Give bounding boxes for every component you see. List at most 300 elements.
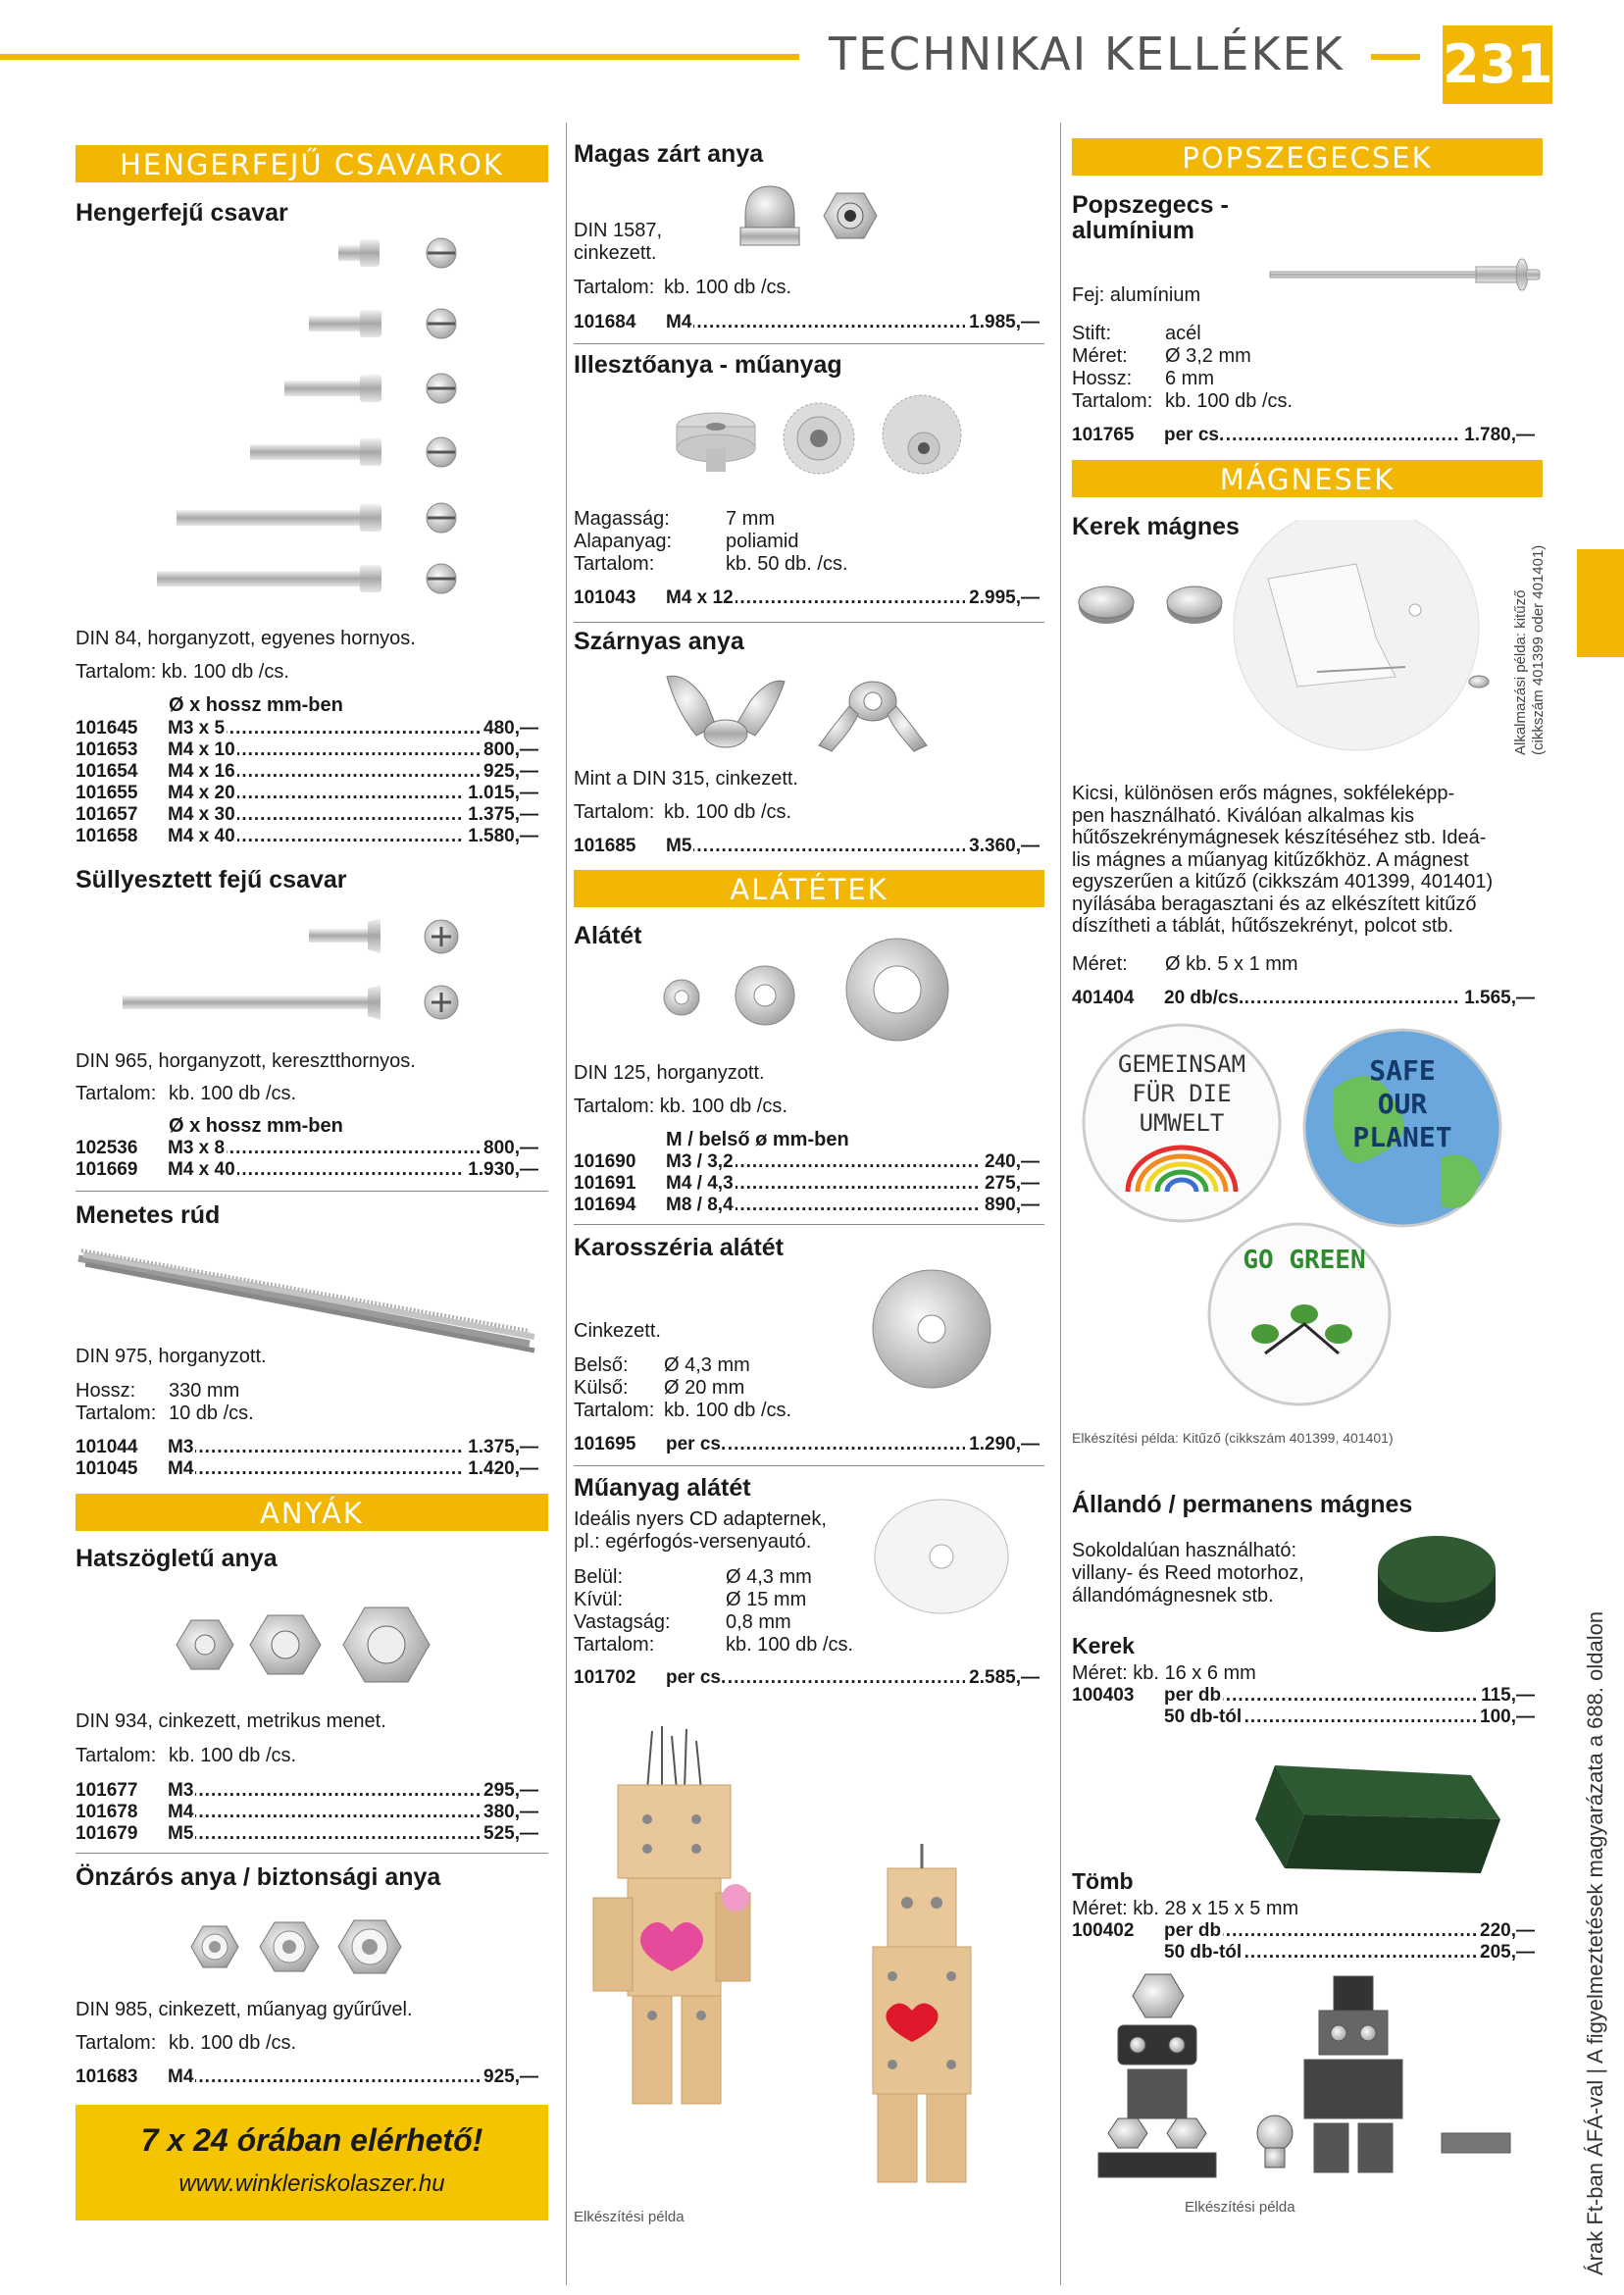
content-menetes <box>76 1402 254 1425</box>
wing-nuts-image <box>657 657 951 775</box>
desc-onzaros: DIN 985, cinkezett, műanyag gyűrűvel. <box>76 1999 413 2020</box>
spec-label: Tartalom: <box>574 1400 655 1421</box>
product-code: 101695 <box>574 1434 636 1454</box>
price-row <box>1072 1685 1535 1707</box>
content-szarnyas <box>574 801 791 824</box>
price-list-illeszto <box>574 587 1040 609</box>
hex-nuts-image <box>157 1594 481 1702</box>
product-label-text: per cs. <box>1164 425 1225 445</box>
product-label <box>168 1138 480 1159</box>
product-code: 101645 <box>76 718 138 739</box>
colhead-hengerfeju: Ø x hossz mm-ben <box>169 694 343 716</box>
product-label-text: M4 <box>168 1802 194 1822</box>
rivet-image <box>1265 255 1549 294</box>
price-row <box>76 1780 538 1802</box>
product-code: 101669 <box>76 1159 138 1180</box>
product-code: 101653 <box>76 740 138 760</box>
price-list-magas <box>574 312 1040 333</box>
spec-label: Hossz: <box>1072 368 1133 389</box>
text-line: Sokoldalúan használható: <box>1072 1540 1297 1561</box>
screws-image <box>157 226 549 647</box>
separator <box>574 343 1044 344</box>
product-label <box>666 836 965 857</box>
product-label-text: M4 <box>168 1458 194 1479</box>
product-price: 115,— <box>1481 1685 1535 1706</box>
desc-muanyag-1: Ideális nyers CD adapternek, <box>574 1508 827 1530</box>
spec-line <box>574 1634 853 1657</box>
colhead-sullyesztett: Ø x hossz mm-ben <box>169 1115 343 1137</box>
separator <box>76 1853 548 1854</box>
popszegecs-fej: Fej: alumínium <box>1072 284 1201 306</box>
title-illeszto: Illesztőanya - műanyag <box>574 351 842 379</box>
knurled-nuts-image <box>667 387 981 495</box>
header-rule-right <box>1371 54 1420 60</box>
product-label <box>666 1195 981 1216</box>
lock-nuts-image <box>177 1903 471 1991</box>
badge-3-text: GO GREEN <box>1243 1246 1366 1275</box>
content-label: Tartalom: <box>76 1402 157 1424</box>
price-row <box>574 587 1040 609</box>
price-row <box>1072 1920 1535 1942</box>
content-sullyesztett <box>76 1083 296 1105</box>
product-label <box>168 783 464 804</box>
spec-value: Ø 3,2 mm <box>1165 345 1251 367</box>
hossz-value: 330 mm <box>169 1380 240 1402</box>
product-code: 101694 <box>574 1195 636 1215</box>
product-label-text: M4 x 12 <box>666 587 734 608</box>
product-price: 2.585,— <box>969 1667 1040 1688</box>
desc-muanyag-2: pl.: egérfogós-versenyautó. <box>574 1531 812 1553</box>
title-allando-kerek: Kerek <box>1072 1633 1135 1658</box>
product-label-text: per cs. <box>666 1434 727 1454</box>
product-price: 275,— <box>985 1173 1040 1194</box>
title-popszegecs-1: Popszegecs - <box>1072 191 1229 219</box>
product-label <box>168 1159 464 1181</box>
spec-line <box>574 1611 853 1634</box>
spec-value: Ø 4,3 mm <box>726 1566 812 1588</box>
product-label-text: M3 / 3,2 <box>666 1151 734 1172</box>
banner-alatetek: ALÁTÉTEK <box>574 870 1044 907</box>
product-label <box>168 1437 464 1458</box>
title-hatszog: Hatszögletű anya <box>76 1545 278 1572</box>
hossz-label: Hossz: <box>76 1380 136 1402</box>
product-label <box>1164 988 1460 1009</box>
product-price: 100,— <box>1480 1707 1535 1727</box>
content-value: kb. 100 db /cs. <box>169 1083 297 1104</box>
header-rule-left <box>0 54 799 60</box>
separator <box>574 622 1044 623</box>
product-label-text: per cs. <box>666 1667 727 1688</box>
title-szarnyas: Szárnyas anya <box>574 628 744 655</box>
product-label <box>1164 1685 1477 1707</box>
title-allando: Állandó / permanens mágnes <box>1072 1491 1413 1518</box>
content-label: Tartalom: <box>76 1745 157 1766</box>
spec-label: Tartalom: <box>574 553 655 575</box>
desc-allando <box>1072 1540 1304 1607</box>
title-muanyag: Műanyag alátét <box>574 1474 751 1502</box>
content-label: Tartalom: <box>76 1083 157 1104</box>
meret-allando-kerek: Méret: kb. 16 x 6 mm <box>1072 1662 1256 1684</box>
text-line: állandómágnesnek stb. <box>1072 1585 1274 1606</box>
price-row <box>574 1151 1040 1173</box>
price-list-allando-kerek <box>1072 1685 1535 1728</box>
product-label <box>168 740 480 761</box>
product-label <box>168 1458 464 1480</box>
spec-line <box>574 508 848 531</box>
product-price: 1.780,— <box>1464 425 1535 445</box>
title-karosszeria: Karosszéria alátét <box>574 1234 785 1261</box>
separator <box>76 1191 548 1192</box>
product-code: 102536 <box>76 1138 138 1158</box>
title-sullyesztett: Süllyesztett fejű csavar <box>76 866 347 893</box>
product-code: 101657 <box>76 804 138 825</box>
price-list-hatszog <box>76 1780 538 1845</box>
product-code: 101678 <box>76 1802 138 1822</box>
meret-label: Méret: <box>1072 953 1128 975</box>
title-allando-tomb: Tömb <box>1072 1868 1134 1894</box>
price-list-onzaros <box>76 2066 538 2088</box>
page-number: 231 <box>1443 26 1552 104</box>
price-row <box>76 804 538 826</box>
spec-line <box>574 1566 853 1589</box>
product-label <box>666 1434 965 1455</box>
separator <box>574 1465 1044 1466</box>
separator <box>574 1224 1044 1225</box>
price-row <box>76 740 538 761</box>
product-label <box>1164 425 1460 446</box>
product-price: 800,— <box>483 1138 538 1158</box>
product-price: 1.420,— <box>468 1458 538 1479</box>
spec-value: kb. 100 db /cs. <box>1165 390 1294 412</box>
product-code: 101043 <box>574 587 636 608</box>
round-permanent-magnet-image <box>1368 1530 1505 1638</box>
product-label <box>1164 1707 1476 1728</box>
product-label-text: M5 <box>168 1823 194 1844</box>
price-row <box>76 761 538 783</box>
product-label <box>168 718 480 740</box>
block-magnet-image <box>1216 1746 1510 1893</box>
specs-karosszeria <box>574 1354 791 1422</box>
price-row <box>76 1823 538 1845</box>
desc-alatet: DIN 125, horganyzott. <box>574 1062 765 1084</box>
product-code: 101655 <box>76 783 138 803</box>
spec-value: Ø 20 mm <box>664 1377 745 1399</box>
spec-label: Kívül: <box>574 1589 624 1610</box>
product-label <box>168 804 464 826</box>
banner-popszegecsek: POPSZEGECSEK <box>1072 138 1543 176</box>
content-hatszog <box>76 1745 296 1767</box>
product-code: 101044 <box>76 1437 138 1457</box>
price-list-hengerfeju <box>76 718 538 847</box>
spec-label: Vastagság: <box>574 1611 671 1633</box>
product-label-text: M3 x 8 <box>168 1138 226 1158</box>
price-row <box>574 1195 1040 1216</box>
spec-value: poliamid <box>726 531 799 552</box>
product-label <box>168 1780 480 1802</box>
title-hengerfeju: Hengerfejű csavar <box>76 199 288 227</box>
product-price: 205,— <box>1480 1942 1535 1963</box>
spec-value: Ø 15 mm <box>726 1589 807 1610</box>
title-popszegecs-2: alumínium <box>1072 217 1195 244</box>
badge-2-text: SAFE OUR PLANET <box>1352 1054 1452 1153</box>
spec-value: kb. 100 db /cs. <box>664 1400 792 1421</box>
product-price: 1.985,— <box>969 312 1040 332</box>
content-value: kb. 100 db /cs. <box>664 801 792 823</box>
title-onzaros: Önzárós anya / biztonsági anya <box>76 1863 441 1891</box>
desc-sullyesztett: DIN 965, horganyzott, keresztthornyos. <box>76 1050 416 1072</box>
title-alatet: Alátét <box>574 922 642 949</box>
content-value: kb. 100 db /cs. <box>664 277 792 298</box>
desc-szarnyas: Mint a DIN 315, cinkezett. <box>574 768 798 790</box>
price-row <box>574 1173 1040 1195</box>
title-magas: Magas zárt anya <box>574 140 764 168</box>
price-list-alatet <box>574 1151 1040 1216</box>
spec-label: Belül: <box>574 1566 624 1588</box>
content-value: 10 db /cs. <box>169 1402 254 1424</box>
spec-line <box>1072 368 1293 390</box>
content-magas <box>574 277 791 299</box>
price-row <box>76 826 538 847</box>
column-divider-1 <box>566 123 567 2285</box>
price-row <box>1072 1942 1535 1964</box>
text-line: hűtőszekrénymágnesek készítéséhez stb. Ideá- <box>1072 827 1487 848</box>
product-label-text: M3 x 5 <box>168 718 226 739</box>
product-code: 101702 <box>574 1667 636 1688</box>
product-price: 1.375,— <box>468 804 538 825</box>
desc-hatszog: DIN 934, cinkezett, metrikus menet. <box>76 1710 386 1732</box>
price-row <box>574 1434 1040 1455</box>
product-code: 101045 <box>76 1458 138 1479</box>
product-price: 220,— <box>1480 1920 1535 1941</box>
product-price: 925,— <box>483 2066 538 2087</box>
hossz-menetes <box>76 1380 239 1402</box>
specs-popszegecs <box>1072 323 1293 413</box>
text-line: villany- és Reed motorhoz, <box>1072 1562 1304 1584</box>
title-menetes: Menetes rúd <box>76 1201 221 1229</box>
product-label-text: 50 db-tól <box>1164 1707 1243 1727</box>
product-price: 480,— <box>483 718 538 739</box>
content-value: kb. 100 db /cs. <box>169 2032 297 2054</box>
side-note: Árak Ft-ban ÁFÁ-val | A figyelmeztetések magyarázata a 688. oldalon <box>1583 1610 1607 2275</box>
side-tab <box>1577 549 1624 657</box>
spec-line <box>1072 345 1293 368</box>
product-code: 100403 <box>1072 1685 1135 1706</box>
spec-label: Belső: <box>574 1354 629 1376</box>
meret-allando-tomb: Méret: kb. 28 x 15 x 5 mm <box>1072 1898 1299 1919</box>
content-onzaros <box>76 2032 296 2055</box>
desc-magas-2: cinkezett. <box>574 242 657 264</box>
product-label-text: M4 x 30 <box>168 804 235 825</box>
product-label-text: M4 / 4,3 <box>666 1173 734 1194</box>
product-label-text: M3 <box>168 1437 194 1457</box>
product-label <box>1164 1920 1476 1942</box>
spec-label: Méret: <box>1072 345 1128 367</box>
product-label <box>666 1173 981 1195</box>
product-code: 101690 <box>574 1151 636 1172</box>
cap-nuts-image <box>731 177 907 255</box>
price-row <box>76 1458 538 1480</box>
product-label <box>168 1802 480 1823</box>
text-line: Kicsi, különösen erős mágnes, sokféleképp- <box>1072 783 1455 804</box>
content-hengerfeju: Tartalom: kb. 100 db /cs. <box>76 661 289 683</box>
caption-robot: Elkészítési példa <box>574 2209 685 2225</box>
product-code: 101654 <box>76 761 138 782</box>
promo-box[interactable] <box>76 2105 548 2220</box>
product-code: 101683 <box>76 2066 138 2087</box>
column-divider-2 <box>1060 123 1061 2285</box>
product-label <box>168 826 464 847</box>
product-code <box>1072 1707 1164 1728</box>
product-code: 101765 <box>1072 425 1135 445</box>
product-label <box>666 1667 965 1689</box>
spec-label: Tartalom: <box>1072 390 1153 412</box>
product-label-text: M4 <box>666 312 692 332</box>
product-price: 1.930,— <box>468 1159 538 1180</box>
text-line: díszítheti a táblát, hűtőszekrényt, polcot stb. <box>1072 915 1454 937</box>
product-label-text: 20 db/cs. <box>1164 988 1244 1008</box>
content-alatet: Tartalom: kb. 100 db /cs. <box>574 1096 787 1117</box>
product-price: 1.015,— <box>468 783 538 803</box>
price-list-muanyag <box>574 1667 1040 1689</box>
specs-muanyag <box>574 1566 853 1657</box>
caption-nut-robots: Elkészítési példa <box>1185 2199 1295 2216</box>
text-line: lis mágnes a műanyag kitűzőkhöz. A mágnest <box>1072 848 1469 871</box>
spec-label: Külső: <box>574 1377 629 1399</box>
price-list-szarnyas <box>574 836 1040 857</box>
spec-value: 7 mm <box>726 508 775 530</box>
product-label-text: M5 <box>666 836 692 856</box>
countersunk-screws-image <box>118 912 490 1030</box>
product-label <box>168 761 480 783</box>
product-price: 925,— <box>483 761 538 782</box>
product-code: 101677 <box>76 1780 138 1801</box>
content-value: kb. 100 db /cs. <box>169 1745 297 1766</box>
price-row <box>1072 988 1535 1009</box>
product-label-text: M8 / 8,4 <box>666 1195 734 1215</box>
product-code: 100402 <box>1072 1920 1135 1941</box>
price-row <box>76 1159 538 1181</box>
product-code: 101658 <box>76 826 138 846</box>
banner-anyak: ANYÁK <box>76 1494 548 1531</box>
spec-label: Magasság: <box>574 508 670 530</box>
product-price: 3.360,— <box>969 836 1040 856</box>
spec-line <box>574 553 848 576</box>
specs-illeszto <box>574 508 848 576</box>
product-price: 1.375,— <box>468 1437 538 1457</box>
text-line: egyszerűen a kitűző (cikkszám 401399, 401401) <box>1072 871 1494 892</box>
banner-hengerfeju: HENGERFEJŰ CSAVAROK <box>76 145 548 182</box>
spec-label: Stift: <box>1072 323 1112 344</box>
spec-value: kb. 100 db /cs. <box>726 1634 854 1656</box>
spec-label: Alapanyag: <box>574 531 673 552</box>
product-label-text: 50 db-tól <box>1164 1942 1243 1963</box>
product-price: 525,— <box>483 1823 538 1844</box>
spec-line <box>574 531 848 553</box>
product-label-text: per db <box>1164 1920 1222 1941</box>
product-label-text: M3 <box>168 1780 194 1801</box>
product-label-text: M4 <box>168 2066 194 2087</box>
content-label: Tartalom: <box>574 801 655 823</box>
price-row <box>76 2066 538 2088</box>
product-price: 380,— <box>483 1802 538 1822</box>
product-price: 2.995,— <box>969 587 1040 608</box>
spec-value: Ø 4,3 mm <box>664 1354 750 1376</box>
promo-url[interactable]: www.winkleriskolaszer.hu <box>178 2170 445 2197</box>
product-label-text: M4 x 10 <box>168 740 235 760</box>
spec-value: kb. 50 db. /cs. <box>726 553 848 575</box>
price-row <box>76 783 538 804</box>
product-price: 295,— <box>483 1780 538 1801</box>
price-row <box>76 1437 538 1458</box>
spec-line <box>1072 323 1293 345</box>
spec-value: 6 mm <box>1165 368 1214 389</box>
spec-line <box>574 1400 791 1422</box>
product-label <box>168 1823 480 1845</box>
price-list-sullyesztett <box>76 1138 538 1181</box>
price-list-allando-tomb <box>1072 1920 1535 1964</box>
price-row <box>76 718 538 740</box>
badge-1-text: GEMEINSAM FÜR DIE UMWELT <box>1117 1050 1246 1137</box>
product-code: 101684 <box>574 312 636 332</box>
title-kerek-magnes: Kerek mágnes <box>1072 513 1240 540</box>
body-washer-image <box>863 1260 1000 1398</box>
product-price: 800,— <box>483 740 538 760</box>
spec-line <box>574 1589 853 1611</box>
product-code: 101685 <box>574 836 636 856</box>
product-label <box>168 2066 480 2088</box>
text-line: pen használható. Kiválóan alkalmas kis <box>1072 804 1415 827</box>
washers-image <box>642 937 976 1045</box>
rotated-note-2: (cikkszám 401399 oder 401401) <box>1530 544 1547 755</box>
product-label-text: M4 x 40 <box>168 826 235 846</box>
product-price: 1.290,— <box>969 1434 1040 1454</box>
desc-hengerfeju: DIN 84, horganyzott, egyenes hornyos. <box>76 628 416 649</box>
desc-magas-1: DIN 1587, <box>574 220 663 241</box>
banner-magnesek: MÁGNESEK <box>1072 460 1543 497</box>
nut-robots-image <box>1079 1966 1540 2202</box>
product-label <box>666 1151 981 1173</box>
spec-line <box>574 1354 791 1377</box>
price-row <box>574 312 1040 333</box>
colhead-alatet: M / belső ø mm-ben <box>666 1129 849 1150</box>
spec-value: 0,8 mm <box>726 1611 791 1633</box>
content-label: Tartalom: <box>574 277 655 298</box>
price-row <box>76 1138 538 1159</box>
product-label-text: M4 x 40 <box>168 1159 235 1180</box>
spec-value: acél <box>1165 323 1201 344</box>
text-line: nyílásába beragasztani és az elkészített kitűző <box>1072 892 1477 915</box>
product-code: 101679 <box>76 1823 138 1844</box>
page-title: TECHNIKAI KELLÉKEK <box>829 27 1345 80</box>
spec-line <box>1072 390 1293 413</box>
meret-value: Ø kb. 5 x 1 mm <box>1165 953 1298 975</box>
caption-badges: Elkészítési példa: Kitűző (cikkszám 401399, 401401) <box>1072 1430 1394 1446</box>
price-row <box>76 1802 538 1823</box>
price-row <box>1072 1707 1535 1728</box>
price-row <box>574 836 1040 857</box>
product-price: 890,— <box>985 1195 1040 1215</box>
plastic-washer-image <box>868 1486 1015 1623</box>
product-code <box>1072 1942 1164 1964</box>
meret-kerek <box>1072 953 1298 976</box>
spec-label: Tartalom: <box>574 1634 655 1656</box>
product-label-text: per db <box>1164 1685 1222 1706</box>
product-code: 401404 <box>1072 988 1135 1008</box>
round-magnet-image <box>1072 520 1503 765</box>
price-row <box>574 1667 1040 1689</box>
product-label <box>666 587 965 609</box>
product-code: 101691 <box>574 1173 636 1194</box>
